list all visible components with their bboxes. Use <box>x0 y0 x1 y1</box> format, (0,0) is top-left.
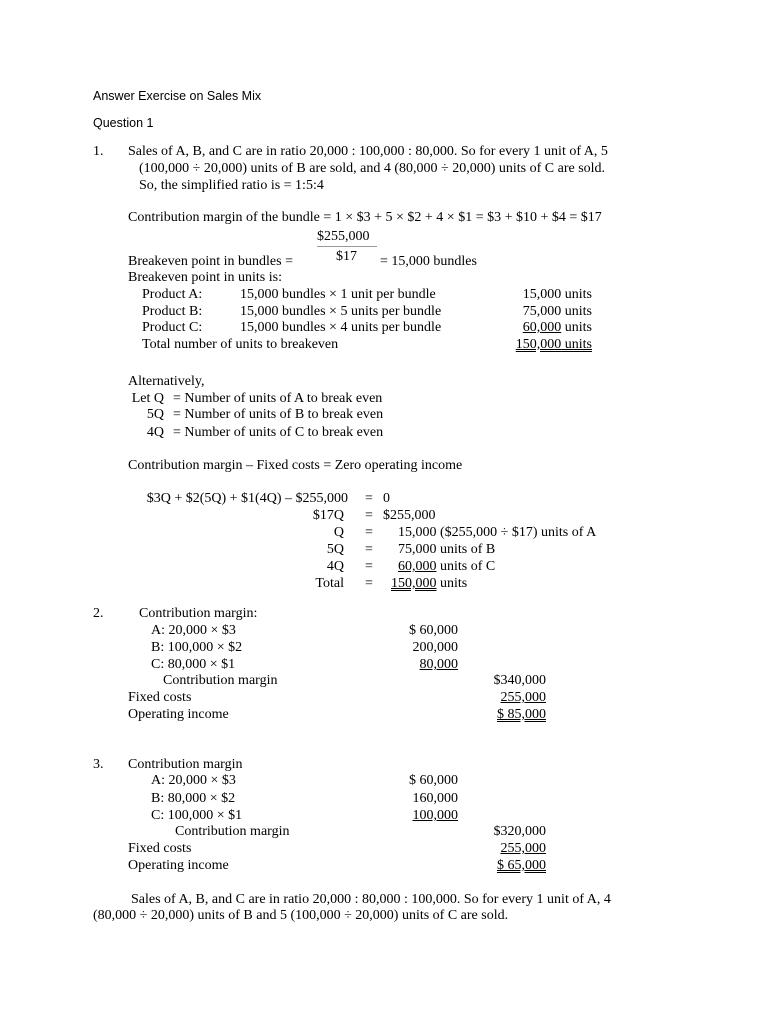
solve-rhs-4: 75,000 units of B <box>398 542 496 557</box>
solve-rhs-5-number: 60,000 <box>398 559 437 574</box>
bundle-contribution-margin: Contribution margin of the bundle = 1 × $3 + 5 × $2 + 4 × $1 = $3 + $10 + $4 = $17 <box>128 210 602 225</box>
s3-oi-label: Operating income <box>128 858 229 873</box>
s3-row-c-amount <box>380 807 458 824</box>
solve-lhs-3: Q <box>333 525 344 540</box>
s3-row-a-label: A: 20,000 × $3 <box>151 773 236 788</box>
s3-row-b-label: B: 80,000 × $2 <box>151 791 236 806</box>
s2-cm-label: Contribution margin <box>163 673 278 688</box>
product-c-units <box>470 319 592 336</box>
s2-fixed-value-text: 255,000 <box>500 690 546 705</box>
s2-row-c-label: C: 80,000 × $1 <box>151 657 236 672</box>
section-1-number: 1. <box>93 144 104 159</box>
solve-rhs-6 <box>391 575 467 592</box>
fraction-bar <box>317 246 377 247</box>
closing-line-2: (80,000 ÷ 20,000) units of B and 5 (100,000 ÷ 20,000) units of C are sold. <box>93 908 509 923</box>
s2-row-a-amount: $ 60,000 <box>409 623 458 638</box>
solve-eq-2: = <box>365 508 373 523</box>
section-2-heading: Contribution margin: <box>139 606 258 621</box>
solve-eq-1: = <box>365 491 373 506</box>
s3-fixed-value-text: 255,000 <box>500 841 546 856</box>
s3-fixed-value <box>470 840 546 857</box>
total-units-suffix: units <box>561 337 592 352</box>
total-units-label: Total number of units to breakeven <box>142 337 339 352</box>
breakeven-fraction-denominator: $17 <box>336 249 357 264</box>
solve-eq-4: = <box>365 542 373 557</box>
section-2-number: 2. <box>93 606 104 621</box>
s2-oi-value-text: $ 85,000 <box>497 707 546 722</box>
solve-lhs-2: $17Q <box>312 508 344 523</box>
solve-rhs-1: 0 <box>383 491 390 506</box>
product-c-units-number: 60,000 <box>522 320 562 335</box>
s2-row-a-label: A: 20,000 × $3 <box>151 623 236 638</box>
solve-lhs-6: Total <box>315 576 344 591</box>
alt-definition-5q: = Number of units of B to break even <box>173 407 384 422</box>
s3-cm-label: Contribution margin <box>175 824 290 839</box>
breakeven-bundles-result: = 15,000 bundles <box>380 254 477 269</box>
alt-variable-4q: 4Q <box>146 425 164 440</box>
section-1-intro-line-2: (100,000 ÷ 20,000) units of B are sold, and 4 (80,000 ÷ 20,000) units of C are sold. <box>139 161 606 176</box>
s2-row-c-amount <box>380 656 458 673</box>
solve-lhs-4: 5Q <box>326 542 344 557</box>
s3-row-a-amount: $ 60,000 <box>409 773 458 788</box>
alt-definition-q: = Number of units of A to break even <box>173 391 383 406</box>
section-3-number: 3. <box>93 757 104 772</box>
section-1-intro-line-1: Sales of A, B, and C are in ratio 20,000 : 100,000 : 80,000. So for every 1 unit of A, 5 <box>128 144 608 159</box>
solve-eq-3: = <box>365 525 373 540</box>
solve-rhs-6-suffix: units <box>436 576 468 591</box>
alt-variable-5q: 5Q <box>146 407 164 422</box>
s2-oi-value <box>470 706 546 723</box>
product-b-name: Product B: <box>142 304 203 319</box>
s3-row-c-label: C: 100,000 × $1 <box>151 808 243 823</box>
total-units-number: 150,000 <box>515 337 562 352</box>
s2-fixed-value <box>470 689 546 706</box>
s3-cm-total: $320,000 <box>493 824 546 839</box>
solve-rhs-2: $255,000 <box>383 508 436 523</box>
solve-lhs-1: $3Q + $2(5Q) + $1(4Q) – $255,000 <box>146 491 348 506</box>
solve-lhs-5: 4Q <box>326 559 344 574</box>
breakeven-units-label: Breakeven point in units is: <box>128 270 282 285</box>
product-c-units-suffix: units <box>561 320 592 335</box>
s2-row-b-amount: 200,000 <box>412 640 458 655</box>
product-a-name: Product A: <box>142 287 203 302</box>
alt-definition-4q: = Number of units of C to break even <box>173 425 384 440</box>
solve-eq-6: = <box>365 576 373 591</box>
product-b-calc: 15,000 bundles × 5 units per bundle <box>240 304 442 319</box>
product-c-calc: 15,000 bundles × 4 units per bundle <box>240 320 442 335</box>
s2-fixed-label: Fixed costs <box>128 690 192 705</box>
document-title: Answer Exercise on Sales Mix <box>93 89 262 103</box>
breakeven-bundles-label: Breakeven point in bundles = <box>128 254 293 269</box>
s3-row-c-amount-value: 100,000 <box>412 808 458 823</box>
solve-rhs-3: 15,000 ($255,000 ÷ $17) units of A <box>398 525 597 540</box>
product-a-units: 15,000 units <box>522 287 592 302</box>
s3-oi-value-text: $ 65,000 <box>497 858 546 873</box>
solve-rhs-5-suffix: units of C <box>436 559 496 574</box>
equation-statement: Contribution margin – Fixed costs = Zero operating income <box>128 458 463 473</box>
s3-oi-value <box>470 857 546 874</box>
solve-eq-5: = <box>365 559 373 574</box>
s3-row-b-amount: 160,000 <box>412 791 458 806</box>
closing-line-1: Sales of A, B, and C are in ratio 20,000 : 80,000 : 100,000. So for every 1 unit of A, 4 <box>131 892 611 907</box>
s2-row-c-amount-value: 80,000 <box>419 657 458 672</box>
total-units-value <box>470 336 592 353</box>
breakeven-fraction-numerator: $255,000 <box>317 229 370 244</box>
alternative-heading: Alternatively, <box>128 374 205 389</box>
product-b-units: 75,000 units <box>522 304 592 319</box>
product-c-name: Product C: <box>142 320 203 335</box>
s2-row-b-label: B: 100,000 × $2 <box>151 640 243 655</box>
product-a-calc: 15,000 bundles × 1 unit per bundle <box>240 287 436 302</box>
solve-rhs-5 <box>398 558 495 575</box>
solve-rhs-6-number: 150,000 <box>391 576 437 591</box>
section-3-heading: Contribution margin <box>128 757 243 772</box>
alt-variable-q: Let Q <box>131 391 164 406</box>
s2-cm-total: $340,000 <box>493 673 546 688</box>
s3-fixed-label: Fixed costs <box>128 841 192 856</box>
s2-oi-label: Operating income <box>128 707 229 722</box>
section-1-intro-line-3: So, the simplified ratio is = 1:5:4 <box>139 178 324 193</box>
question-heading: Question 1 <box>93 116 154 130</box>
